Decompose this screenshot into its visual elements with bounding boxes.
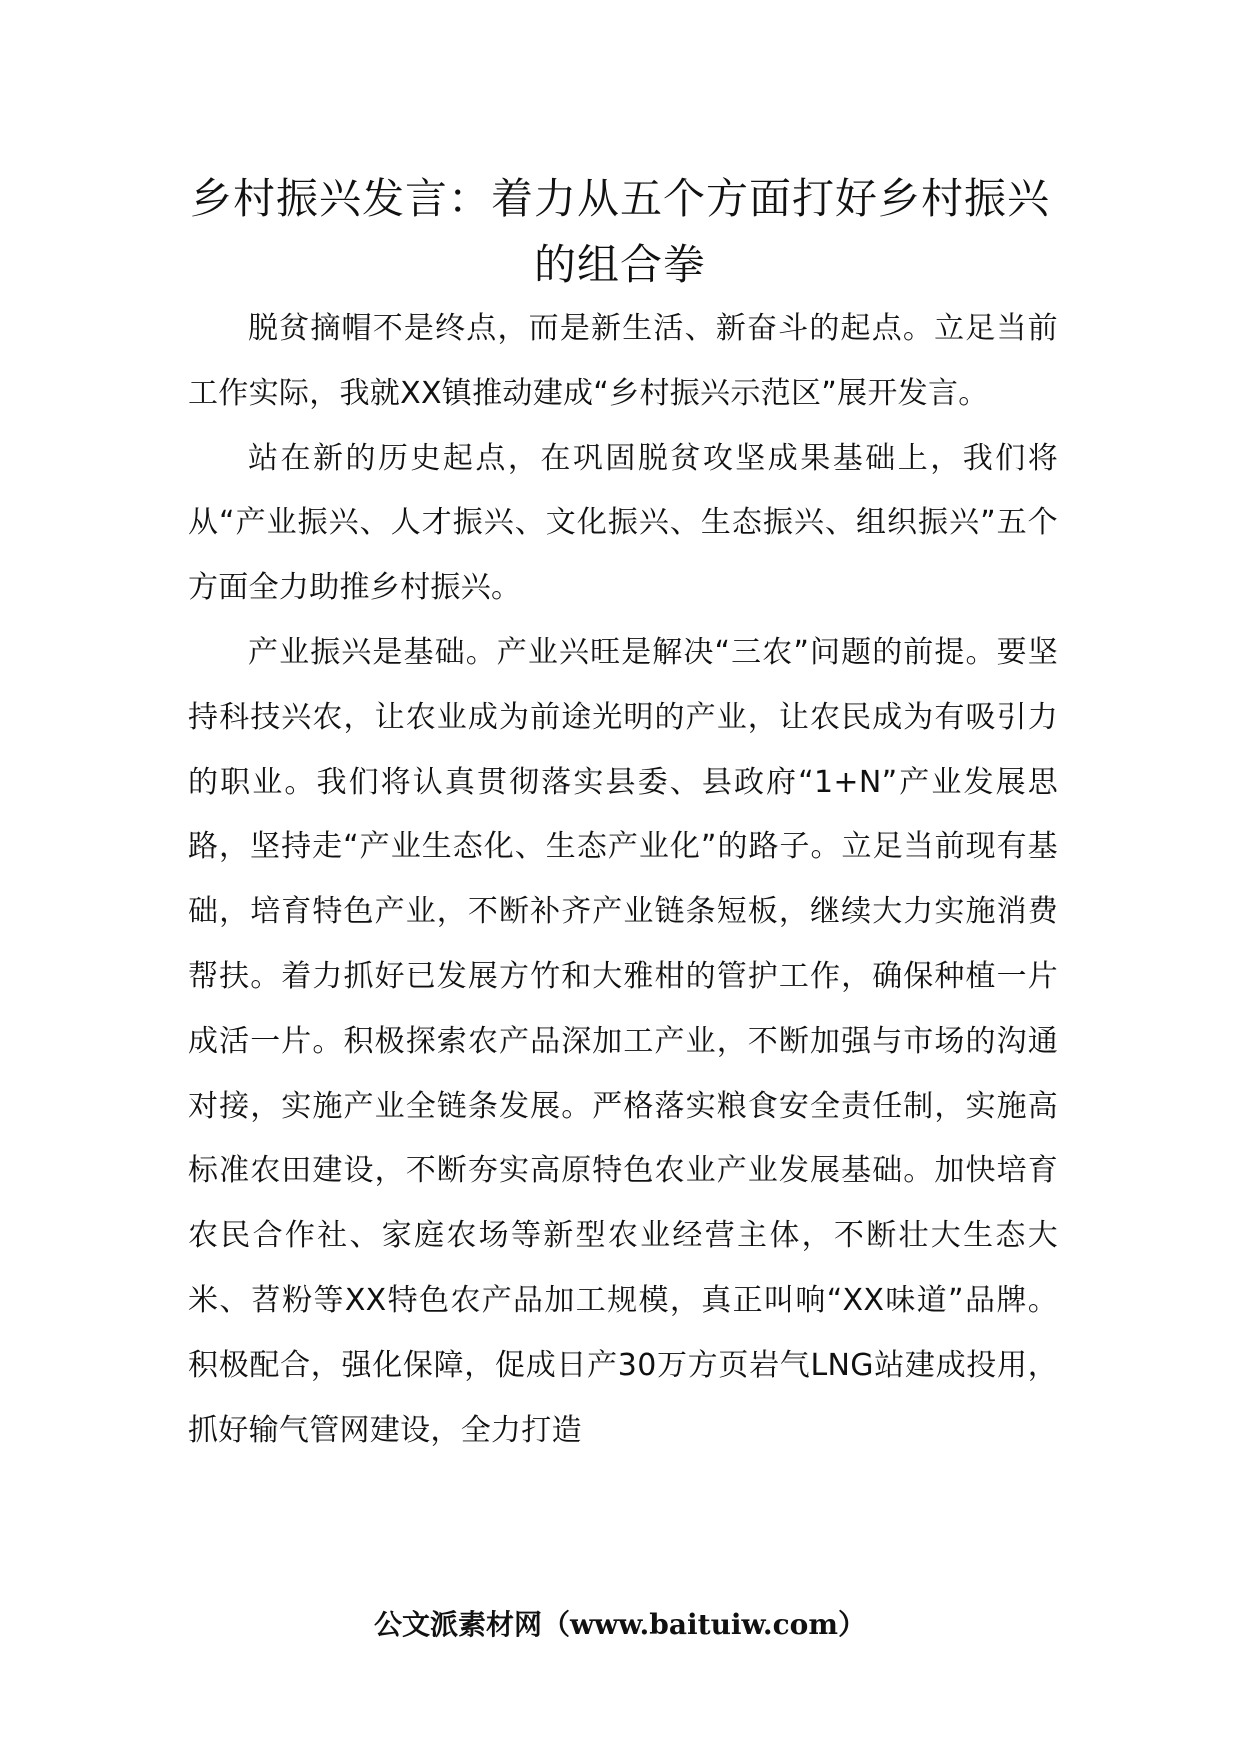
page-footer-watermark: 公文派素材网（www.baituiw.com）	[374, 1608, 866, 1641]
document-title: 乡村振兴发言：着力从五个方面打好乡村振兴的组合拳	[189, 174, 1050, 289]
paragraph: 脱贫摘帽不是终点，而是新生活、新奋斗的起点。立足当前工作实际，我就XX镇推动建成“乡村振兴示范区”展开发言。	[188, 311, 1058, 411]
paragraph: 站在新的历史起点，在巩固脱贫攻坚成果基础上，我们将从“产业振兴、人才振兴、文化振兴、生态振兴、组织振兴”五个方面全力助推乡村振兴。	[188, 440, 1058, 606]
paragraph: 产业振兴是基础。产业兴旺是解决“三农”问题的前提。要坚持科技兴农，让农业成为前途光明的产业，让农民成为有吸引力的职业。我们将认真贯彻落实县委、县政府“1+N”产业发展思路，坚持走“产业生态化、生态产业化”的路子。立足当前现有基础，培育特色产业，不断补齐产业链条短板，继续大力实施消费帮扶。着力抓好已发展方竹和大雅柑的管护工作，确保种植一片成活一片。积极探索农产品深加工产业，不断加强与市场的沟通对接，实施产业全链条发展。严格落实粮食安全责任制，实施高标准农田建设，不断夯实高原特色农业产业发展基础。加快培育农民合作社、家庭农场等新型农业经营主体，不断壮大生态大米、苕粉等XX特色农产品加工规模，真正叫响“XX味道”品牌。积极配合，强化保障，促成日产30万方页岩气LNG站建成投用，抓好输气管网建设，全力打造	[188, 634, 1058, 1448]
document-body	[188, 297, 1058, 1463]
